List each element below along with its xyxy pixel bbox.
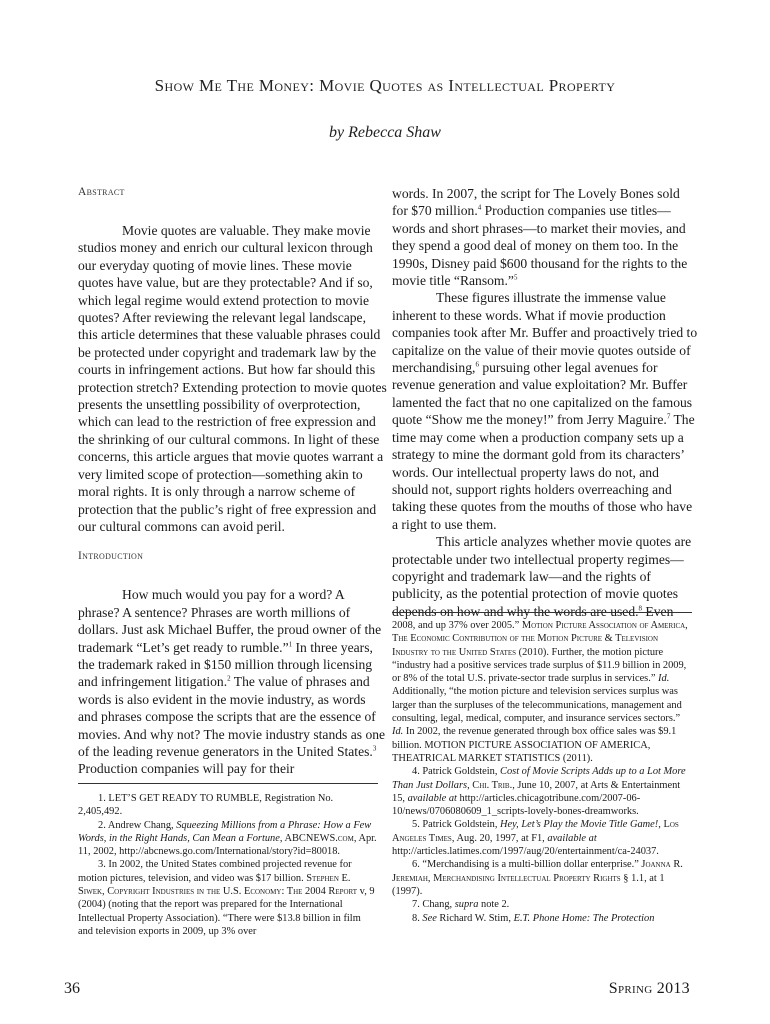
- introduction-paragraph: How much would you pay for a word? A phrase? A sentence? Phrases are worth millions of dollars. Just ask Michael Buffer, the proud owner of the trademark “Let’s get ready to rumble.”$^1$ In three years, the trademark raked in $150 million through licensing and infringement litigation.$^2$ The value of phrases and words is also evident in the movie industry, as words and phrases compose the scripts that are the essence of movies. And why not? The movie industry stands as one of the leading revenue generators in the United States.$^3$ Production companies will pay for their: [78, 587, 386, 777]
- article-author: by Rebecca Shaw: [329, 124, 441, 141]
- footnote-ref-5[interactable]: 5: [513, 273, 518, 282]
- footnote-ref-7[interactable]: 7: [666, 412, 671, 421]
- introduction-heading: Introduction: [78, 550, 144, 563]
- article-title: Show Me The Money: Movie Quotes as Intellectual Property: [154, 76, 616, 95]
- footnote-8: 8. See Richard W. Stim, E.T. Phone Home: The Protection: [412, 912, 655, 924]
- footnote-5: 5. Patrick Goldstein, Hey, Let’s Play the Movie Title Game!, Los Angeles Times, Aug. 20, 1997, at F1, available at http://articles.latimes.com/1997/aug/20/entertainment/ca-24037.: [392, 819, 679, 858]
- introduction-body: [78, 586, 388, 777]
- footnote-ref-1[interactable]: 1: [288, 640, 293, 648]
- footnote-6: 6. “Merchandising is a multi-billion dollar enterprise.” Joanna R. Jeremiah, Merchandising Intellectual Property Rights § 1.1, at 1 (1997).: [392, 859, 683, 897]
- left-column: [78, 186, 388, 778]
- right-column: [392, 185, 698, 620]
- footnote-ref-8[interactable]: 8: [638, 604, 643, 613]
- footnote-ref-2[interactable]: 2: [227, 674, 231, 683]
- page-number: 36: [64, 980, 80, 997]
- issue-label: Spring 2013: [608, 980, 690, 997]
- footnote-3-continued: 2008, and up 37% over 2005.” Motion Picture Association of America, The Economic Contribution of the Motion Picture & Television Industry to the United States (2010). Further, the motion picture “industry had a positive services trade surplus of $11.9 billion in 2009, or 8% of the total U.S. private-sector trade surplus in services.” Id. Additionally, “the motion picture and television services surplus was larger than the surpluses of the telecommunications, management and consulting, legal, medical, computer, and insurance services sectors.” Id. In 2002, the revenue generated through box office sales was $9.1 billion. MOTION PICTURE ASSOCIATION OF AMERICA, THEATRICAL MARKET STATISTICS (2011).: [392, 620, 688, 764]
- footnotes-left: [78, 783, 378, 938]
- footnote-4: 4. Patrick Goldstein, Cost of Movie Scripts Adds up to a Lot More Than Just Dollars, Chi. Trib., June 10, 2007, at Arts & Entertainment 15, available at http://articles.chicagotribune.com/2007-06-10/news/0706080609_1_scripts-lovely-bones-dreamworks.: [392, 766, 686, 818]
- footnote-1: 1. LET’S GET READY TO RUMBLE, Registration No. 2,405,492.: [78, 793, 334, 818]
- footnotes-right: [392, 612, 692, 925]
- footnote-ref-4[interactable]: 4: [477, 203, 482, 212]
- abstract-heading: Abstract: [78, 186, 125, 198]
- right-column-body: [392, 185, 698, 620]
- body-paragraph: These figures illustrate the immense value inherent to these words. What if movie production companies took after Mr. Buffer and proactively tried to capitalize on the value of their movie quotes outside of merchandising,$^6$ pursuing other legal avenues for revenue generation and value exploitation? Mr. Buffer lamented the fact that no one capitalized on the famous quote “Show me the money!” from Jerry Maguire.$^7$ The time may come when a production company sets up a strategy to mine the dormant gold from its characters’ words. Our intellectual property laws do not, and should not, support rights holders overreaching and taking these quotes from the mouths of those who have a right to use them.: [392, 290, 698, 532]
- abstract-body: [78, 222, 388, 535]
- footnote-2: 2. Andrew Chang, Squeezing Millions from a Phrase: How a Few Words, in the Right Hands, Can Mean a Fortune, ABCNEWS.com, Apr. 11, 2002, http://abcnews.go.com/International/story?id=80018.: [78, 819, 377, 858]
- footnote-ref-6[interactable]: 6: [475, 360, 479, 369]
- body-paragraph: This article analyzes whether movie quotes are protectable under two intellectual property regimes—copyright and trademark law—and the rights of publicity, as the potential protection of movie quotes depends on how and why the words are used.$^8$ Even: [392, 534, 692, 619]
- footnote-ref-3[interactable]: 3: [372, 744, 377, 753]
- abstract-paragraph: Movie quotes are valuable. They make movie studios money and enrich our cultural lexicon through our everyday quoting of movie lines. These movie quotes have value, but are they protectable? And if so, which legal regime would extend protection to movie quotes? After reviewing the relevant legal landscape, this article determines that these valuable phrases could be protected under copyright and trademark law by the courts in infringement actions. But how far should this protection stretch? Extending protection to movie quotes presents the unsettling possibility of overprotection, which can lead to the restriction of free expression and the shrinking of our cultural commons. In light of these concerns, this article argues that movie quotes warrant a very limited scope of protection—something akin to moral rights. It is only through a narrow scheme of protection that the public’s right of free expression and our cultural commons can avoid peril.: [78, 223, 387, 534]
- footnote-3: 3. In 2002, the United States combined projected revenue for motion pictures, television, and video was $17 billion. Stephen E. Siwek, Copyright Industries in the U.S. Economy: The 2004 Report v, 9 (2004) (noting that the report was prepared for the International Intellectual Property Association). “There were $13.8 billion in film and television exports in 2009, up 3% over: [78, 859, 375, 937]
- body-paragraph: words. In 2007, the script for The Lovely Bones sold for $70 million.$^4$ Production companies use titles—words and short phrases—to market their movies, and they spend a good deal of money on them too. In the 1990s, Disney paid $600 thousand for the rights to the movie title “Ransom.”$^5$: [392, 186, 688, 289]
- footnote-7: 7. Chang, supra note 2.: [412, 899, 510, 911]
